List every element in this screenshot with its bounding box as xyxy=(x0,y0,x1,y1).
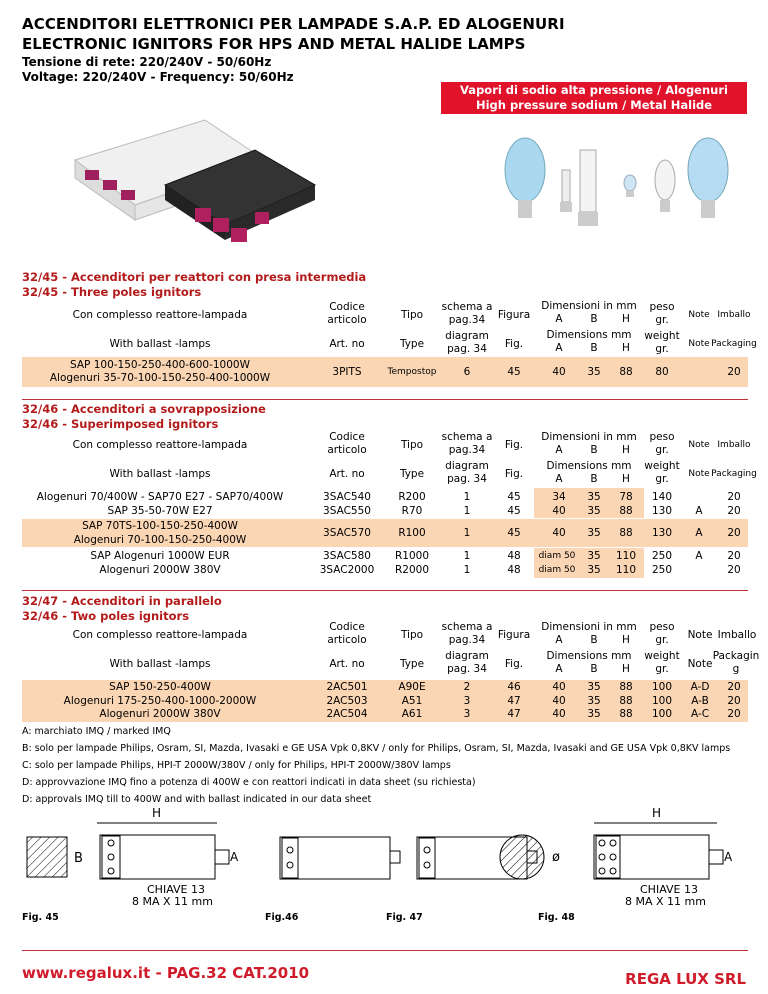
drawing-h-left: H xyxy=(152,806,162,820)
s2-r1-p2: 20 xyxy=(727,504,741,517)
s1-weight: 80 xyxy=(655,365,669,378)
note-d-it: D: approvvazione IMQ fino a potenza di 400W e con reattori indicati in data sheet (su richiesta) xyxy=(22,777,476,788)
lamp-tubular-large xyxy=(578,150,598,226)
s2-r1-b2: 35 xyxy=(587,504,601,517)
s3-cell-use: Alogenuri 175-250-400-1000-2000W xyxy=(63,694,257,707)
main-title-it: ACCENDITORI ELETTRONICI PER LAMPADE S.A.P. ED ALOGENURI xyxy=(22,15,565,33)
note-d-en: D: approvals IMQ till to 400W and with ballast indicated in our data sheet xyxy=(22,794,372,805)
lamp-type-it: Vapori di sodio alta pressione / Alogenuri xyxy=(460,83,728,97)
hdr-weight-en: weight gr. xyxy=(644,330,680,355)
s1-title-it: 32/45 - Accenditori per reattori con presa intermedia xyxy=(22,270,367,284)
s2-r3-code1: 3SAC580 xyxy=(323,549,371,562)
hdr-ballast-en: With ballast -lamps xyxy=(109,337,211,350)
s3-cell-n: A-C xyxy=(690,708,710,720)
hdr-pack-en: Packaging xyxy=(711,338,757,349)
fig-label-47: Fig. 47 xyxy=(386,912,423,923)
s2-r3-p1: 20 xyxy=(727,549,741,562)
s3-cell-w: 100 xyxy=(651,694,673,707)
s2-r3-schema1: 1 xyxy=(463,549,471,562)
s3-cell-use: Alogenuri 2000W 380V xyxy=(99,708,221,720)
s3-cell-a: 40 xyxy=(552,681,566,693)
hdr-dim-it: Dimensioni in mm xyxy=(541,299,637,312)
s2-r3-fig1: 48 xyxy=(507,549,521,562)
s2-hdr-fig-it: Fig. xyxy=(504,438,524,451)
s2-hdr-pack-it: Imballo xyxy=(717,439,751,450)
s3-cell-w: 100 xyxy=(651,708,673,720)
s2-r3-p2: 20 xyxy=(727,563,741,576)
s3-cell-h: 88 xyxy=(619,694,633,707)
note-b: B: solo per lampade Philips, Osram, SI, Mazda, Ivasaki e GE USA Vpk 0,8KV / only for Philips, Osram, SI, Mazda, Ivasaki and GE USA Vpk 0,8KV lamps xyxy=(22,743,731,754)
s2-r1-a1: 34 xyxy=(552,490,566,503)
s2-hdr-h: H xyxy=(622,444,630,456)
s3-cell-n: A-B xyxy=(691,694,709,707)
s2-r3-a1: diam 50 xyxy=(538,550,576,561)
s2-r1-code1: 3SAC540 xyxy=(323,490,371,503)
s1-use xyxy=(22,357,298,387)
s3-cell-a: 40 xyxy=(552,694,566,707)
s2-r3-h2: 110 xyxy=(615,563,637,576)
s2-r1-code2: 3SAC550 xyxy=(323,504,371,517)
left-ignitor-body xyxy=(97,806,239,908)
s3-hdr-fig-it: Figura xyxy=(497,628,531,641)
s2-r3-fig2: 48 xyxy=(507,563,521,576)
s2-r2-b: 35 xyxy=(587,526,601,539)
s2-r2-schema: 1 xyxy=(463,526,471,539)
s2-r3-b1: 35 xyxy=(587,549,601,562)
key-right-2: 8 MA X 11 mm xyxy=(625,895,706,908)
s2-r3-n1: A xyxy=(695,549,703,562)
drawing-phi: ø xyxy=(552,850,560,865)
s1-use-1: SAP 100-150-250-400-600-1000W xyxy=(70,359,250,371)
fig-label-45: Fig. 45 xyxy=(22,912,59,923)
lamp-mini xyxy=(624,175,636,197)
s3-hdr-note-it: Note xyxy=(687,628,713,641)
hdr-h-en: H xyxy=(622,342,630,354)
s3-cell-use: SAP 150-250-400W xyxy=(109,681,211,693)
s2-hdr-ballast-it: Con complesso reattore-lampada xyxy=(72,438,248,451)
s2-r1-fig1: 45 xyxy=(507,490,521,503)
s3-cell-schema: 2 xyxy=(463,681,471,693)
s3-cell-w: 100 xyxy=(651,681,673,693)
divider-2 xyxy=(22,590,748,591)
s3-cell-code: 2AC503 xyxy=(326,694,368,707)
hdr-ballast-it: Con complesso reattore-lampada xyxy=(72,308,248,321)
s3-hdr-type-it: Tipo xyxy=(400,628,424,641)
s2-r1-a2: 40 xyxy=(552,504,566,517)
s2-r1-schema1: 1 xyxy=(463,490,471,503)
s3-hdr-h: H xyxy=(622,634,630,646)
s2-r3-type2: R2000 xyxy=(394,563,430,576)
hdr-h: H xyxy=(622,313,630,325)
s2-r2-w: 130 xyxy=(651,526,673,539)
hdr-schema-it: schema a pag.34 xyxy=(441,301,493,326)
drawing-h-right: H xyxy=(652,806,662,820)
key-left-1: CHIAVE 13 xyxy=(147,883,205,896)
s2-r3-n2 xyxy=(684,563,714,577)
s2-r3-type1: R1000 xyxy=(394,549,430,562)
s3-cell-type: A51 xyxy=(401,694,423,707)
s3-cell-fig: 47 xyxy=(507,708,521,720)
s2-r1-n2: A xyxy=(695,504,703,517)
drawing-b-label: B xyxy=(74,851,83,866)
s2-r2-type: R100 xyxy=(398,526,426,539)
s2-r1-b1: 35 xyxy=(587,490,601,503)
lamp-tubular-small xyxy=(560,170,572,212)
s2-hdr-note-it: Note xyxy=(688,439,710,450)
drawing-a-left: A xyxy=(230,850,239,864)
s3-cell-p: 20 xyxy=(727,694,741,707)
lamp-ovoid-clear xyxy=(655,160,675,212)
s2-r3-b2: 35 xyxy=(587,563,601,576)
hdr-a: A xyxy=(555,313,563,325)
s2-r3-w2: 250 xyxy=(651,563,673,576)
fig-label-48: Fig. 48 xyxy=(538,912,575,923)
s2-title-it: 32/46 - Accenditori a sovrapposizione xyxy=(22,402,266,416)
s3-cell-h: 88 xyxy=(619,708,633,720)
s1-title-en: 32/45 - Three poles ignitors xyxy=(22,285,202,299)
footer-company: REGA LUX SRL xyxy=(625,970,746,988)
lamp-ovoid-blue xyxy=(688,138,728,218)
s3-cell-b: 35 xyxy=(587,681,601,693)
s2-hdr-b: B xyxy=(590,444,598,456)
section-rect xyxy=(27,837,67,877)
s3-cell-fig: 46 xyxy=(507,681,521,693)
key-left-2: 8 MA X 11 mm xyxy=(132,895,213,908)
hdr-fig-en: Fig. xyxy=(504,337,524,350)
s2-r1-w2: 130 xyxy=(651,504,673,517)
s3-cell-b: 35 xyxy=(587,694,601,707)
s2-r1-n1 xyxy=(684,490,714,504)
s2-r1-p1: 20 xyxy=(727,490,741,503)
s2-title-en: 32/46 - Superimposed ignitors xyxy=(22,417,219,431)
s2-r2-h: 88 xyxy=(619,526,633,539)
s2-r3-use1: SAP Alogenuri 1000W EUR xyxy=(90,549,230,562)
s3-hdr-pack-it: Imballo xyxy=(717,628,757,641)
s3-hdr-dim-it: Dimensioni in mm xyxy=(541,620,637,633)
hdr-note-en: Note xyxy=(688,338,710,349)
s2-r2-p: 20 xyxy=(727,526,741,539)
s3-title-en: 32/46 - Two poles ignitors xyxy=(22,609,190,623)
s2-r2-n: A xyxy=(695,526,703,539)
s3-cell-type: A61 xyxy=(401,708,423,720)
s2-hdr-a: A xyxy=(555,444,563,456)
s2-r1-use2: SAP 35-50-70W E27 xyxy=(107,504,213,517)
s1-type: Tempostop xyxy=(387,366,437,377)
s2-r1-type1: R200 xyxy=(398,490,426,503)
s3-title-it: 32/47 - Accenditori in parallelo xyxy=(22,594,222,608)
s1-use-2: Alogenuri 35-70-100-150-250-400-1000W xyxy=(49,372,271,384)
s3-hdr-fig-en: Fig. xyxy=(504,657,524,670)
s3-cell-fig: 47 xyxy=(507,694,521,707)
s3-hdr-dim-en: Dimensions mm xyxy=(546,649,632,662)
drawing-a-right: A xyxy=(724,850,733,864)
s3-cell-schema: 3 xyxy=(463,708,471,720)
s2-r2-code: 3SAC570 xyxy=(323,526,371,539)
s2-hdr-note-en: Note xyxy=(688,468,710,479)
s2-hdr-code-en: Art. no xyxy=(329,467,365,480)
fig-label-46: Fig.46 xyxy=(265,912,299,923)
hdr-b-en: B xyxy=(590,342,598,354)
s3-cell-p: 20 xyxy=(727,708,741,720)
s1-b: 35 xyxy=(587,365,601,378)
s2-hdr-h-en: H xyxy=(622,473,630,485)
s3-hdr-type-en: Type xyxy=(399,657,425,670)
hdr-b: B xyxy=(590,313,598,325)
main-title-en: ELECTRONIC IGNITORS FOR HPS AND METAL HALIDE LAMPS xyxy=(22,35,526,53)
hdr-a-en: A xyxy=(555,342,563,354)
s2-r1-h2: 88 xyxy=(619,504,633,517)
s3-cell-type: A90E xyxy=(398,681,426,693)
s3-hdr-a-en: A xyxy=(555,663,563,675)
footer-divider xyxy=(22,950,748,951)
hdr-code-it: Codice articolo xyxy=(327,301,367,326)
s2-r2-use2: Alogenuri 70-100-150-250-400W xyxy=(73,533,247,546)
s2-r1-fig2: 45 xyxy=(507,504,521,517)
dimension-drawing xyxy=(22,805,748,910)
s3-cell-h: 88 xyxy=(619,681,633,693)
s2-hdr-a-en: A xyxy=(555,473,563,485)
s3-hdr-ballast-it: Con complesso reattore-lampada xyxy=(72,628,248,641)
voltage-en: Voltage: 220/240V - Frequency: 50/60Hz xyxy=(22,70,294,84)
s3-hdr-ballast-en: With ballast -lamps xyxy=(109,657,211,670)
hdr-fig-it: Figura xyxy=(497,308,531,321)
right-ignitor-body xyxy=(500,806,733,908)
hdr-type-it: Tipo xyxy=(400,308,424,321)
s2-r1-h1: 78 xyxy=(619,490,633,503)
s2-hdr-type-it: Tipo xyxy=(400,438,424,451)
hdr-type-en: Type xyxy=(399,337,425,350)
s3-cell-a: 40 xyxy=(552,708,566,720)
note-c: C: solo per lampade Philips, HPI-T 2000W/380V / only for Philips, HPI-T 2000W/380V lamps xyxy=(22,760,451,771)
s3-hdr-weight-en: weight gr. xyxy=(644,650,680,675)
s2-hdr-weight-it: peso gr. xyxy=(649,431,675,456)
hdr-pack-it: Imballo xyxy=(717,309,751,320)
s2-hdr-ballast-en: With ballast -lamps xyxy=(109,467,211,480)
s1-note xyxy=(684,357,714,387)
s2-hdr-pack-en: Packaging xyxy=(711,468,757,479)
s2-r1-type2: R70 xyxy=(401,504,423,517)
s3-hdr-schema-it: schema a pag.34 xyxy=(441,621,493,646)
s2-r3-use2: Alogenuri 2000W 380V xyxy=(99,563,221,576)
s1-h: 88 xyxy=(619,365,633,378)
s2-r2-a: 40 xyxy=(552,526,566,539)
hdr-note-it: Note xyxy=(688,309,710,320)
s2-hdr-dim-it: Dimensioni in mm xyxy=(541,430,637,443)
s2-r1-schema2: 1 xyxy=(463,504,471,517)
s2-r3-code2: 3SAC2000 xyxy=(319,563,375,576)
s2-hdr-schema-en: diagram pag. 34 xyxy=(445,460,489,485)
s3-hdr-pack-en: Packagin g xyxy=(712,650,760,675)
s1-pack: 20 xyxy=(727,365,741,378)
s2-hdr-type-en: Type xyxy=(399,467,425,480)
s3-cell-n: A-D xyxy=(690,681,710,693)
hdr-dim-en: Dimensions mm xyxy=(546,328,632,341)
s3-hdr-h-en: H xyxy=(622,663,630,675)
s1-a: 40 xyxy=(552,365,566,378)
s2-r1-use1: Alogenuri 70/400W - SAP70 E27 - SAP70/400W xyxy=(36,490,284,503)
s3-hdr-code-en: Art. no xyxy=(329,657,365,670)
s3-hdr-b: B xyxy=(590,634,598,646)
s2-hdr-b-en: B xyxy=(590,473,598,485)
s3-hdr-code-it: Codice articolo xyxy=(327,621,367,646)
s2-r3-h1: 110 xyxy=(615,549,637,562)
s3-cell-schema: 3 xyxy=(463,694,471,707)
s2-hdr-fig-en: Fig. xyxy=(504,467,524,480)
voltage-it: Tensione di rete: 220/240V - 50/60Hz xyxy=(22,55,272,69)
s3-hdr-weight-it: peso gr. xyxy=(649,621,675,646)
s1-code: 3PITS xyxy=(332,365,362,378)
s2-r3-a2: diam 50 xyxy=(538,564,576,575)
s2-hdr-weight-en: weight gr. xyxy=(644,460,680,485)
s3-cell-p: 20 xyxy=(727,681,741,693)
hdr-weight-it: peso gr. xyxy=(649,301,675,326)
hdr-schema-en: diagram pag. 34 xyxy=(445,330,489,355)
s2-hdr-schema-it: schema a pag.34 xyxy=(441,431,493,456)
s2-r2-use1: SAP 70TS-100-150-250-400W xyxy=(82,519,238,532)
note-a: A: marchiato IMQ / marked IMQ xyxy=(22,726,171,737)
s3-cell-code: 2AC504 xyxy=(326,708,368,720)
s2-hdr-dim-en: Dimensions mm xyxy=(546,459,632,472)
lamp-type-en: High pressure sodium / Metal Halide xyxy=(475,98,713,112)
middle-ignitor-body-1 xyxy=(280,837,400,879)
s3-hdr-b-en: B xyxy=(590,663,598,675)
hdr-code-en: Art. no xyxy=(329,337,365,350)
footer-url: www.regalux.it - PAG.32 CAT.2010 xyxy=(22,964,310,982)
s3-hdr-note-en: Note xyxy=(687,657,713,670)
s3-cell-b: 35 xyxy=(587,708,601,720)
s1-schema: 6 xyxy=(463,365,471,378)
s3-hdr-a: A xyxy=(555,634,563,646)
s3-cell-code: 2AC501 xyxy=(326,681,368,693)
s2-r1-w1: 140 xyxy=(651,490,673,503)
lamp-ovoid-large xyxy=(505,138,545,218)
s3-hdr-schema-en: diagram pag. 34 xyxy=(445,650,489,675)
ignitor-photo xyxy=(55,100,325,250)
s2-r3-w1: 250 xyxy=(651,549,673,562)
lamps-photo xyxy=(500,125,740,235)
s2-r2-fig: 45 xyxy=(507,526,521,539)
lamp-type-banner xyxy=(441,82,747,114)
key-right-1: CHIAVE 13 xyxy=(640,883,698,896)
s2-r3-schema2: 1 xyxy=(463,563,471,576)
s2-hdr-code-it: Codice articolo xyxy=(327,431,367,456)
divider-1 xyxy=(22,399,748,400)
s1-fig: 45 xyxy=(507,365,521,378)
